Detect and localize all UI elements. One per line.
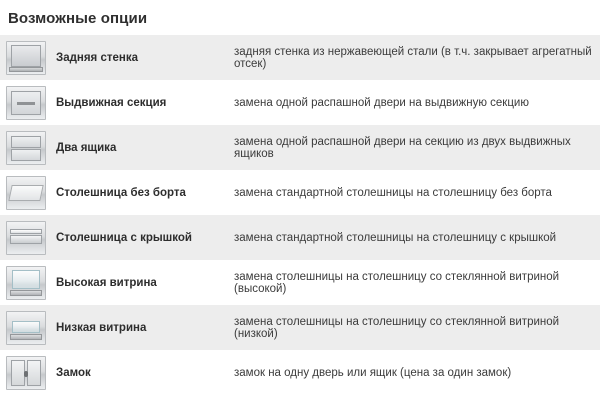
option-description: замена одной распашной двери на выдвижную секцию [234, 96, 529, 109]
pull-out-section-thumbnail-icon [6, 86, 46, 120]
option-thumbnail-cell [0, 215, 52, 260]
option-thumbnail-cell [0, 125, 52, 170]
option-name: Замок [56, 366, 91, 379]
option-thumbnail-cell [0, 35, 52, 80]
option-name: Низкая витрина [56, 321, 147, 334]
options-table [0, 35, 600, 395]
countertop-no-edge-thumbnail-icon [6, 176, 46, 210]
thumbnail-shape-upper [11, 136, 41, 148]
option-name: Столешница с крышкой [56, 231, 192, 244]
option-thumbnail-cell [0, 80, 52, 125]
countertop-with-lid-thumbnail-icon [6, 221, 46, 255]
high-display-case-thumbnail-icon [6, 266, 46, 300]
option-name: Выдвижная секция [56, 96, 167, 109]
thumbnail-shape-right [27, 360, 41, 386]
option-description: замок на одну дверь или ящик (цена за один замок) [234, 366, 512, 379]
thumbnail-shape-left [11, 360, 25, 386]
option-description: замена одной распашной двери на секцию из двух выдвижных ящиков [234, 135, 571, 160]
option-thumbnail-cell [0, 305, 52, 350]
table-row [0, 35, 600, 80]
thumbnail-shape [12, 321, 40, 333]
thumbnail-shape-lower [11, 149, 41, 161]
option-description: замена стандартной столешницы на столешницу с крышкой [234, 231, 557, 244]
options-table-body [0, 35, 600, 395]
thumbnail-shape-base [9, 67, 43, 72]
table-row [0, 80, 600, 125]
table-row [0, 350, 600, 395]
option-name: Столешница без борта [56, 186, 186, 199]
option-description: задняя стенка из нержавеющей стали (в т.ч. закрывает агрегатный отсек) [234, 45, 592, 70]
thumbnail-shape [10, 235, 42, 244]
option-thumbnail-cell [0, 350, 52, 395]
back-wall-thumbnail-icon [6, 41, 46, 75]
thumbnail-shape-lid [10, 229, 42, 234]
thumbnail-shape-handle [17, 102, 35, 105]
option-thumbnail-cell [0, 170, 52, 215]
thumbnail-shape-keyhole [24, 371, 28, 377]
option-name: Высокая витрина [56, 276, 157, 289]
option-description: замена стандартной столешницы на столешницу без борта [234, 186, 552, 199]
option-name: Два ящика [56, 141, 117, 154]
option-name: Задняя стенка [56, 51, 138, 64]
thumbnail-shape-base [10, 334, 42, 340]
low-display-case-thumbnail-icon [6, 311, 46, 345]
table-row [0, 305, 600, 350]
option-description: замена столешницы на столешницу со стеклянной витриной (низкой) [234, 315, 560, 340]
thumbnail-shape [11, 45, 41, 67]
lock-thumbnail-icon [6, 356, 46, 390]
thumbnail-shape-base [10, 290, 42, 296]
option-thumbnail-cell [0, 260, 52, 305]
table-row [0, 125, 600, 170]
thumbnail-shape [8, 185, 43, 201]
table-row [0, 260, 600, 305]
thumbnail-shape [12, 270, 40, 289]
page-title: Возможные опции [8, 10, 148, 27]
table-row [0, 170, 600, 215]
table-row [0, 215, 600, 260]
two-drawers-thumbnail-icon [6, 131, 46, 165]
option-description: замена столешницы на столешницу со стеклянной витриной (высокой) [234, 270, 560, 295]
